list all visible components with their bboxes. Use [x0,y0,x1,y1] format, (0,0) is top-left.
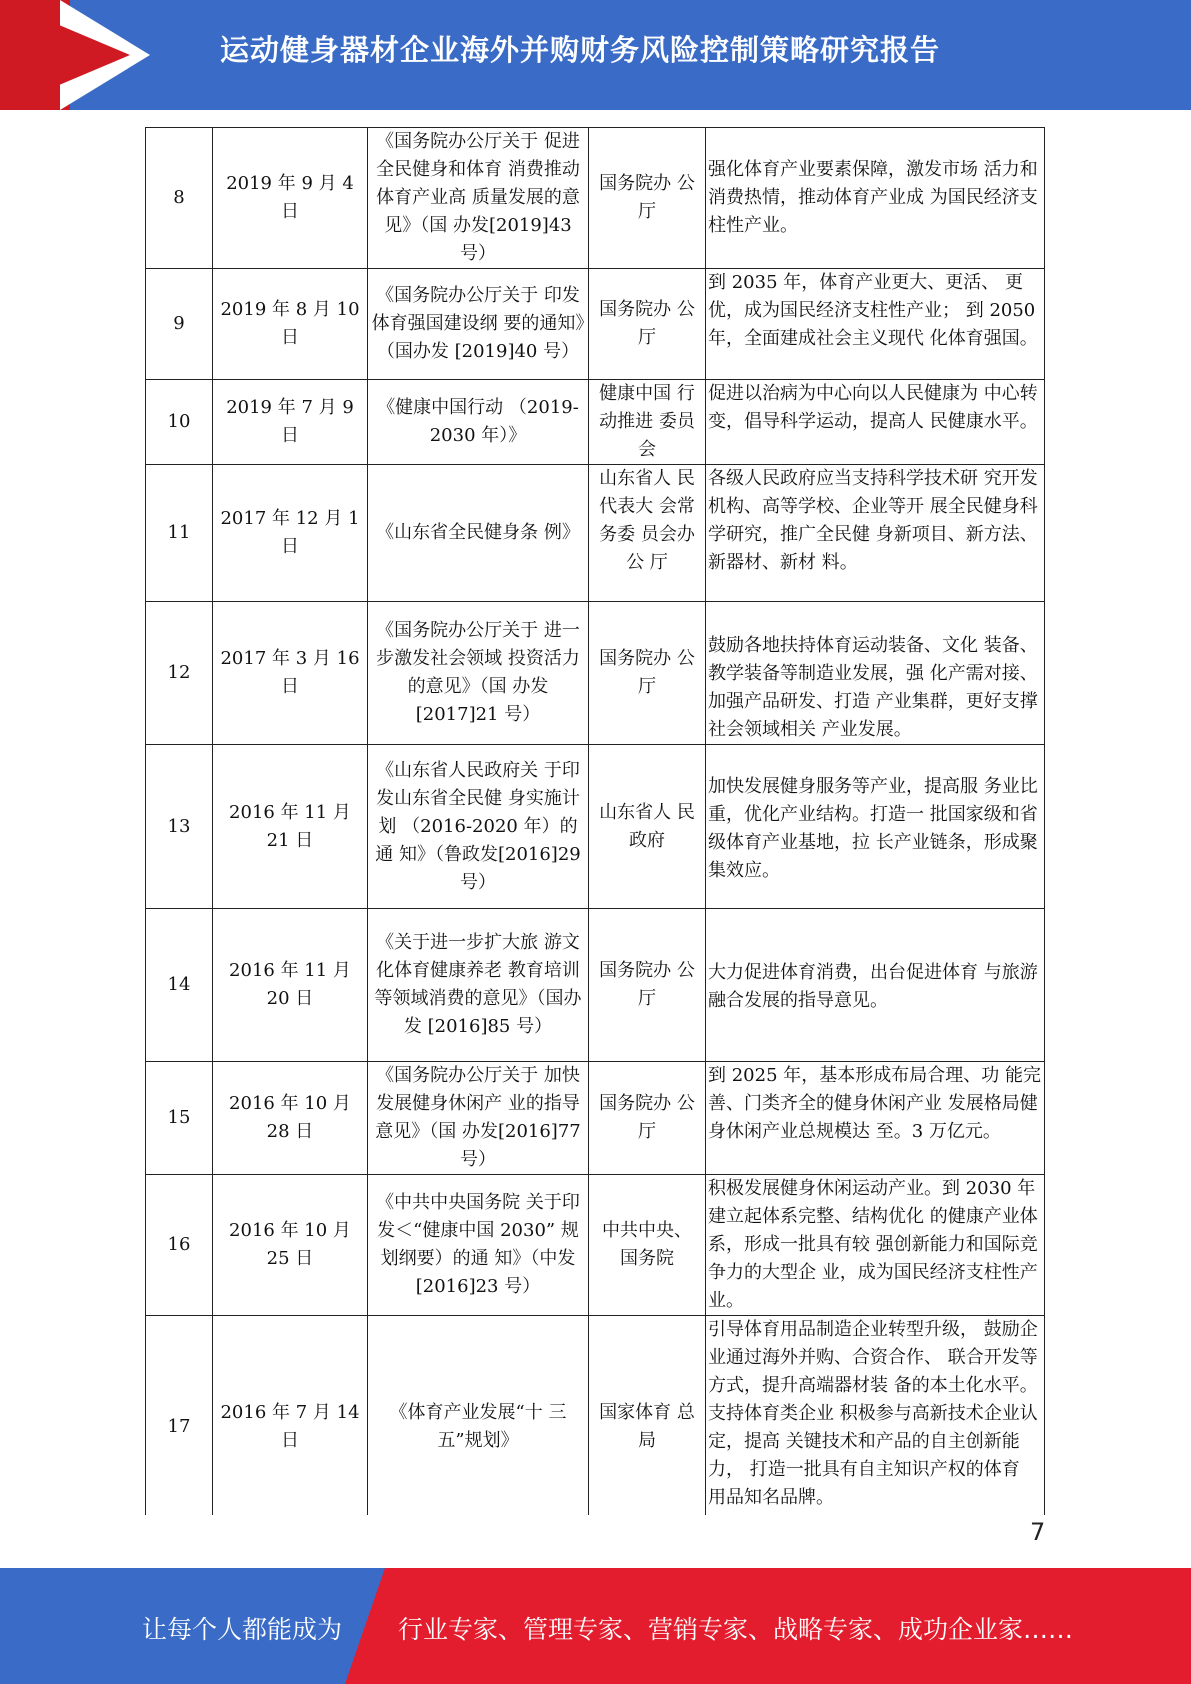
row-document: 《国务院办公厅关于 加快发展健身休闲产 业的指导意见》（国 办发[2016]77 号） [368,1062,589,1175]
row-date: 2016 年 11 月 21 日 [213,745,368,909]
row-content: 大力促进体育消费，出台促进体育 与旅游融合发展的指导意见。 [706,909,1045,1062]
page-header [0,0,1191,110]
row-number: 14 [146,909,213,1062]
table-row [146,380,1045,465]
row-content: 到 2035 年，体育产业更大、更活、 更优，成为国民经济支柱性产业； 到 2050 年，全面建成社会主义现代 化体育强国。 [706,269,1045,380]
row-number: 17 [146,1316,213,1516]
row-issuer: 健康中国 行动推进 委员会 [589,380,706,465]
row-date: 2019 年 8 月 10 日 [213,269,368,380]
table-row [146,1316,1045,1516]
row-document: 《山东省人民政府关 于印发山东省全民健 身实施计划 （2016-2020 年）的通 知》（鲁政发[2016]29 号） [368,745,589,909]
row-number: 11 [146,465,213,602]
row-date: 2019 年 9 月 4 日 [213,128,368,269]
row-document: 《国务院办公厅关于 进一步激发社会领域 投资活力的意见》（国 办发[2017]21 号） [368,602,589,745]
row-date: 2016 年 7 月 14 日 [213,1316,368,1516]
row-content: 促进以治病为中心向以人民健康为 中心转变，倡导科学运动，提高人 民健康水平。 [706,380,1045,465]
table-row [146,128,1045,269]
row-issuer: 国务院办 公厅 [589,128,706,269]
table-row [146,465,1045,602]
row-content: 鼓励各地扶持体育运动装备、文化 装备、教学装备等制造业发展，强 化产需对接、加强产品研发、打造 产业集群，更好支撑社会领域相关 产业发展。 [706,602,1045,745]
row-document: 《国务院办公厅关于 印发体育强国建设纲 要的通知》（国办发 [2019]40 号） [368,269,589,380]
row-content: 各级人民政府应当支持科学技术研 究开发机构、高等学校、企业等开 展全民健身科学研究，推广全民健 身新项目、新方法、新器材、新材 料。 [706,465,1045,602]
row-content: 引导体育用品制造企业转型升级， 鼓励企业通过海外并购、合资合作、 联合开发等方式，提升高端器材装 备的本土化水平。支持体育类企业 积极参与高新技术企业认定，提高 关键技术和产品的自主创新能力， 打造一批具有自主知识产权的体育 用品知名品牌。 [706,1316,1045,1516]
report-title: 运动健身器材企业海外并购财务风险控制策略研究报告 [220,33,941,67]
row-issuer: 国务院办 公厅 [589,909,706,1062]
row-number: 13 [146,745,213,909]
policy-table-container [145,127,1045,1515]
row-document: 《体育产业发展“十 三五”规划》 [368,1316,589,1516]
page-number: 7 [1030,1518,1046,1546]
row-date: 2017 年 12 月 1 日 [213,465,368,602]
page-footer [0,1568,1191,1684]
row-issuer: 山东省人 民政府 [589,745,706,909]
row-date: 2016 年 10 月 25 日 [213,1175,368,1316]
row-issuer: 国务院办 公厅 [589,1062,706,1175]
row-date: 2016 年 11 月 20 日 [213,909,368,1062]
table-row [146,269,1045,380]
header-chevron-red [0,0,130,110]
row-issuer: 国务院办 公厅 [589,602,706,745]
row-document: 《山东省全民健身条 例》 [368,465,589,602]
row-issuer: 国家体育 总局 [589,1316,706,1516]
table-row [146,1062,1045,1175]
row-issuer: 国务院办 公厅 [589,269,706,380]
row-number: 10 [146,380,213,465]
row-document: 《中共中央国务院 关于印发＜“健康中国 2030” 规划纲要）的通 知》（中发[2016]23 号） [368,1175,589,1316]
row-date: 2016 年 10 月 28 日 [213,1062,368,1175]
row-number: 15 [146,1062,213,1175]
row-issuer: 中共中央、 国务院 [589,1175,706,1316]
row-number: 9 [146,269,213,380]
table-row [146,1175,1045,1316]
table-row [146,602,1045,745]
row-content: 加快发展健身服务等产业，提高服 务业比重，优化产业结构。打造一 批国家级和省级体育产业基地，拉 长产业链条，形成聚集效应。 [706,745,1045,909]
footer-slogan-left: 让每个人都能成为 [142,1615,343,1644]
row-number: 16 [146,1175,213,1316]
row-date: 2019 年 7 月 9 日 [213,380,368,465]
row-number: 8 [146,128,213,269]
row-document: 《关于进一步扩大旅 游文化体育健康养老 教育培训等领域消费的意见》（国办发 [2016]85 号） [368,909,589,1062]
row-document: 《健康中国行动 （2019-2030 年）》 [368,380,589,465]
table-row [146,745,1045,909]
row-number: 12 [146,602,213,745]
policy-table [145,127,1045,1515]
policy-table-body [146,128,1045,1516]
row-document: 《国务院办公厅关于 促进全民健身和体育 消费推动体育产业高 质量发展的意见》（国 办发[2019]43 号） [368,128,589,269]
row-content: 积极发展健身休闲运动产业。到 2030 年建立起体系完整、结构优化 的健康产业体系，形成一批具有较 强创新能力和国际竞争力的大型企 业，成为国民经济支柱性产业。 [706,1175,1045,1316]
row-issuer: 山东省人 民代表大 会常务委 员会办公 厅 [589,465,706,602]
footer-slogan-right: 行业专家、管理专家、营销专家、战略专家、成功企业家…… [398,1615,1074,1644]
row-content: 到 2025 年，基本形成布局合理、功 能完善、门类齐全的健身休闲产业 发展格局健身休闲产业总规模达 至。3 万亿元。 [706,1062,1045,1175]
table-row [146,909,1045,1062]
row-date: 2017 年 3 月 16 日 [213,602,368,745]
row-content: 强化体育产业要素保障，激发市场 活力和消费热情，推动体育产业成 为国民经济支柱性产业。 [706,128,1045,269]
